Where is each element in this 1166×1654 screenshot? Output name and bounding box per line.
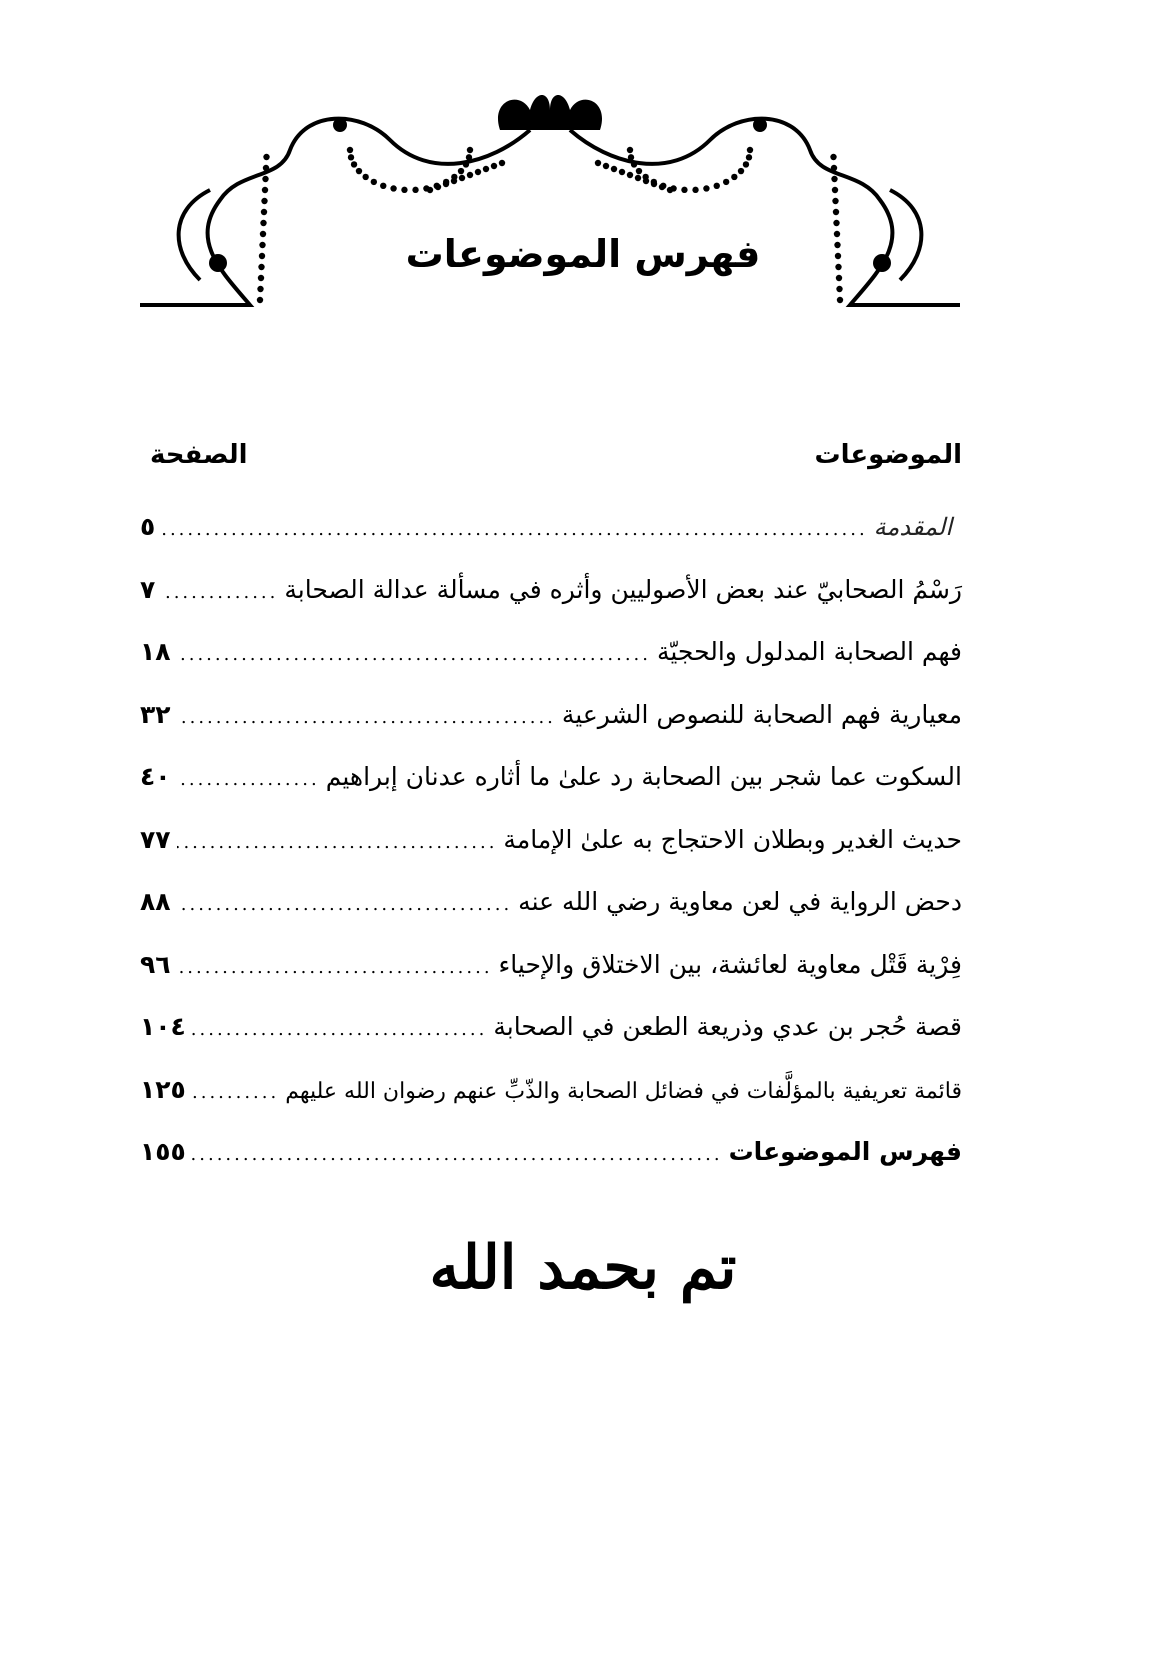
column-header-topics: الموضوعات [814,440,962,470]
toc-entry [140,887,962,950]
dot-leader [161,582,278,603]
ornament-dot [836,286,842,292]
ornament-dot [830,154,836,160]
ornament-dot [595,160,601,166]
dot-leader [161,519,867,540]
ornament-dot [261,198,267,204]
ornament-dot [627,147,633,153]
entry-title: حديث الغدير وبطلان الاحتجاج به علىٰ الإمامة [503,824,962,854]
ornament-dot [635,175,641,181]
dot-leader [177,894,513,915]
ornament-dot [831,176,837,182]
ornament-dot [832,187,838,193]
entry-page: ٣٢ [140,699,171,729]
dot-leader [192,1019,488,1040]
toc-entry [140,1137,962,1200]
table-of-contents [140,512,962,1200]
ornament-dot [491,163,497,169]
toc-entry [140,1012,962,1075]
toc-entry [140,1075,962,1138]
entry-page: ١٠٤ [140,1012,186,1041]
entry-page: ٧٧ [140,824,171,854]
ornament-dot [483,166,489,172]
ornament-dot [611,166,617,172]
ornament-dot [636,168,642,174]
page-title: فهرس الموضوعات [405,232,761,276]
ornament-dot [390,185,396,191]
ornament-dot [667,187,673,193]
entry-page: ١٨ [140,637,171,666]
ornament-dot [351,161,357,167]
ornament-dot [347,147,353,153]
ornament-dot [833,220,839,226]
toc-entry [140,825,962,888]
toc-entry [140,637,962,700]
entry-page: ١٥٥ [140,1137,186,1166]
ornament-dot [703,185,709,191]
dot-leader [177,644,651,665]
ornament-dot [451,178,457,184]
ornament-dot [651,181,657,187]
toc-entry [140,762,962,825]
entry-title: رَسْمُ الصحابيّ عند بعض الأصوليين وأثره في مسألة عدالة الصحابة [284,574,962,604]
ornament-dot [458,168,464,174]
ornament-dot [463,161,469,167]
dot-leader [177,957,493,978]
ornament-dot [631,161,637,167]
ornament-dot [628,154,634,160]
entry-title: دحض الرواية في لعن معاوية رضي الله عنه [518,887,962,916]
dot-leader [177,707,556,728]
ornament-dot [262,176,268,182]
ornament-dot [643,178,649,184]
ornament-dot [371,179,377,185]
entry-title: فهرس الموضوعات [728,1137,962,1166]
ornament-dot [412,187,418,193]
ornament-dot [499,160,505,166]
ornament-dot [738,168,744,174]
entry-title: فِرْية قَتْل معاوية لعائشة، بين الاختلاق والإحياء [498,949,962,979]
ornament-dot [832,198,838,204]
ornament-dot [723,179,729,185]
entry-page: ٨٨ [140,887,171,916]
dot-leader [177,769,320,790]
entry-title: السكوت عما شجر بين الصحابة رد علىٰ ما أثاره عدنان إبراهيم [325,762,962,791]
entry-page: ١٢٥ [140,1074,186,1104]
ornament-dot [263,165,269,171]
ornament-dot [714,183,720,189]
ornament-dot [837,297,843,303]
ornament-dot [443,181,449,187]
ornament-dot [747,147,753,153]
ornament-dot [831,165,837,171]
ornament-dot [731,174,737,180]
ornament-dot [401,187,407,193]
dot-leader [177,832,498,853]
ornament-dot [435,184,441,190]
column-header-page: الصفحة [150,440,248,470]
ornament-dot [257,286,263,292]
ornament-dot [466,154,472,160]
toc-entry [140,575,962,638]
ornament-dot [262,187,268,193]
ornament-dot [257,297,263,303]
ornament-dot [261,209,267,215]
ornament-dot [746,154,752,160]
ornament-dot [627,172,633,178]
entry-title: قصة حُجر بن عدي وذريعة الطعن في الصحابة [493,1012,962,1041]
ornament-dot [348,154,354,160]
ornament-dot [619,169,625,175]
ornament-dot [603,163,609,169]
toc-entry [140,950,962,1013]
toc-entry [140,512,962,575]
ornament-dot [467,147,473,153]
ornament-dot [833,209,839,215]
ornament-dot [475,169,481,175]
ornament-dot [467,172,473,178]
closing-calligraphy: تم بحمد الله [429,1233,737,1303]
entry-page: ٤٠ [140,762,171,791]
ornament-dot [427,187,433,193]
entry-title: قائمة تعريفية بالمؤلَّفات في فضائل الصحابة والذّبِّ عنهم رضوان الله عليهم [285,1078,962,1104]
ornament-dot [362,174,368,180]
entry-page: ٥ [140,512,156,541]
entry-title: معيارية فهم الصحابة للنصوص الشرعية [561,699,962,729]
dot-leader [192,1082,279,1103]
entry-page: ٩٦ [140,949,171,979]
toc-entry [140,700,962,763]
ornament-dot [380,183,386,189]
ornamental-header-frame [130,70,970,330]
ornament-dot [356,168,362,174]
ornament-dot [260,220,266,226]
entry-title: فهم الصحابة المدلول والحجيّة [656,637,962,666]
ornament-dot [459,175,465,181]
ornament-dot [681,187,687,193]
ornament-dot [659,184,665,190]
dot-leader [192,1144,723,1165]
ornament-dot [743,161,749,167]
ornament-dot [263,154,269,160]
ornament-dot [692,187,698,193]
entry-title: المقدمة [873,513,952,541]
entry-page: ٧ [140,574,156,604]
